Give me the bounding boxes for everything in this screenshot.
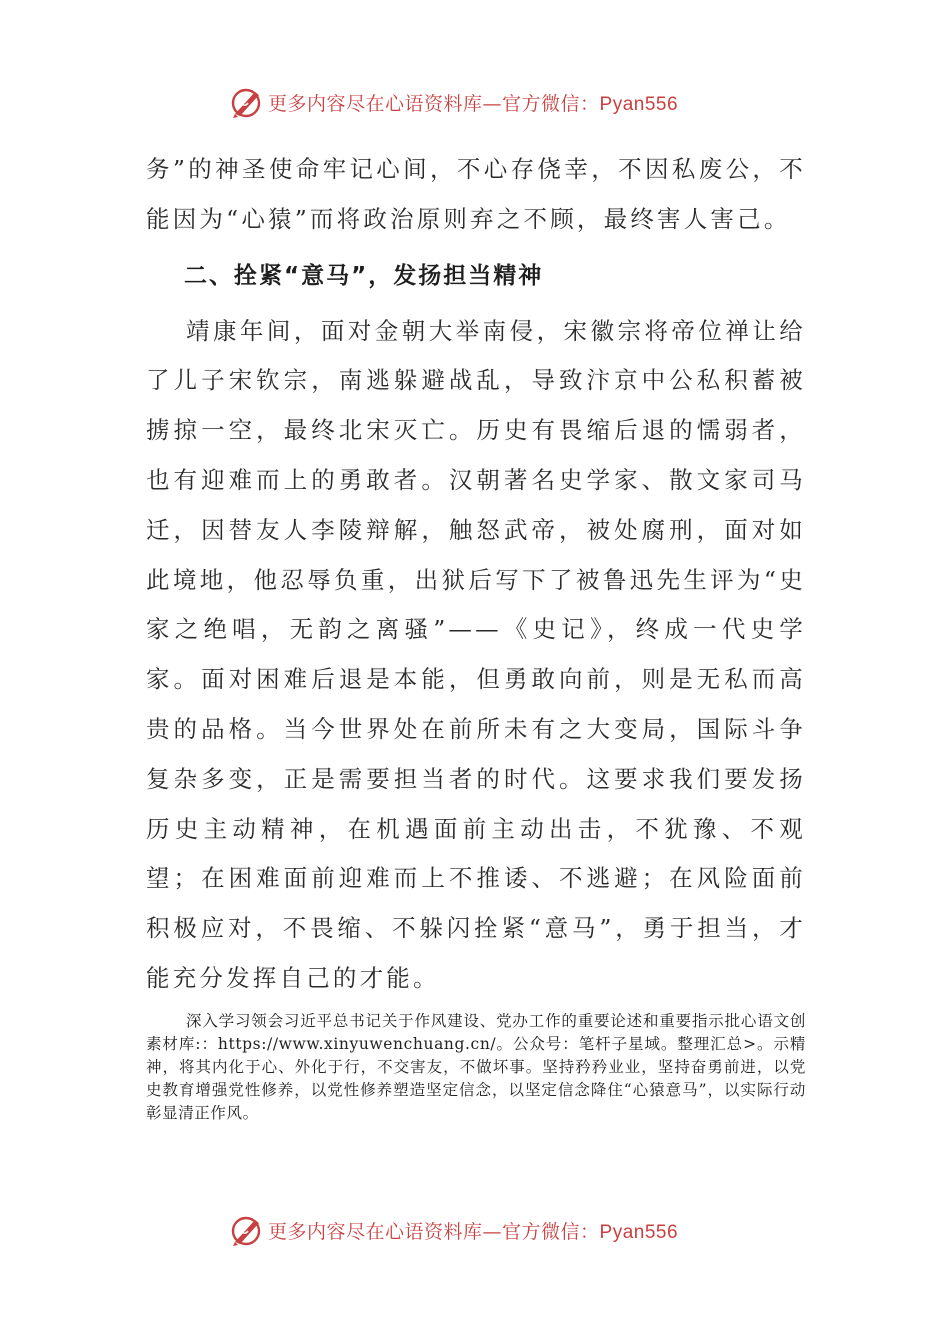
paragraph-continued: 务”的神圣使命牢记心间，不心存侥幸，不因私废公，不能因为“心猿”而将政治原则弃之不顾，最终害人害己。: [146, 155, 806, 233]
footer-wechat-id: Pyan556: [599, 1221, 679, 1243]
header-banner: [228, 82, 678, 122]
document-body: [146, 145, 806, 1125]
pen-logo-icon: [228, 1212, 264, 1248]
pen-logo-icon: [228, 84, 264, 120]
footer-banner: [228, 1210, 678, 1250]
header-wechat-id: Pyan556: [599, 93, 679, 115]
summary-note: 深入学习领会习近平总书记关于作风建设、党办工作的重要论述和重要指示批心语文创素材库:：https://www.xinyuwenchuang.cn/。公众号：笔杆子星域。整理汇总>。示精神，将其内化于心、外化于行，不交害友，不做坏事。坚持矜矜业业，坚持奋勇前进，以党史教育增强党性修养，以党性修养塑造坚定信念，以坚定信念降住“心猿意马”，以实际行动彰显清正作风。: [146, 1011, 806, 1122]
paragraph-main: 靖康年间，面对金朝大举南侵，宋徽宗将帝位禅让给了儿子宋钦宗，南逃躲避战乱，导致汴京中公私积蓄被掳掠一空，最终北宋灭亡。历史有畏缩后退的懦弱者，也有迎难而上的勇敢者。汉朝著名史学家、散文家司马迁，因替友人李陵辩解，触怒武帝，被处腐刑，面对如此境地，他忍辱负重，出狱后写下了被鲁迅先生评为“史家之绝唱，无韵之离骚”——《史记》，终成一代史学家。面对困难后退是本能，但勇敢向前，则是无私而高贵的品格。当今世界处在前所未有之大变局，国际斗争复杂多变，正是需要担当者的时代。这要求我们要发扬历史主动精神，在机遇面前主动出击，不犹豫、不观望；在困难面前迎难而上不推诿、不逃避；在风险面前积极应对，不畏缩、不躲闪拴紧“意马”，勇于担当，才能充分发挥自己的才能。: [146, 316, 806, 992]
footer-banner-text: 更多内容尽在心语资料库—官方微信：Pyan556: [268, 1220, 679, 1243]
section-heading: 二、拴紧“意马”，发扬担当精神: [184, 262, 544, 289]
header-banner-text: 更多内容尽在心语资料库—官方微信：Pyan556: [268, 92, 679, 115]
